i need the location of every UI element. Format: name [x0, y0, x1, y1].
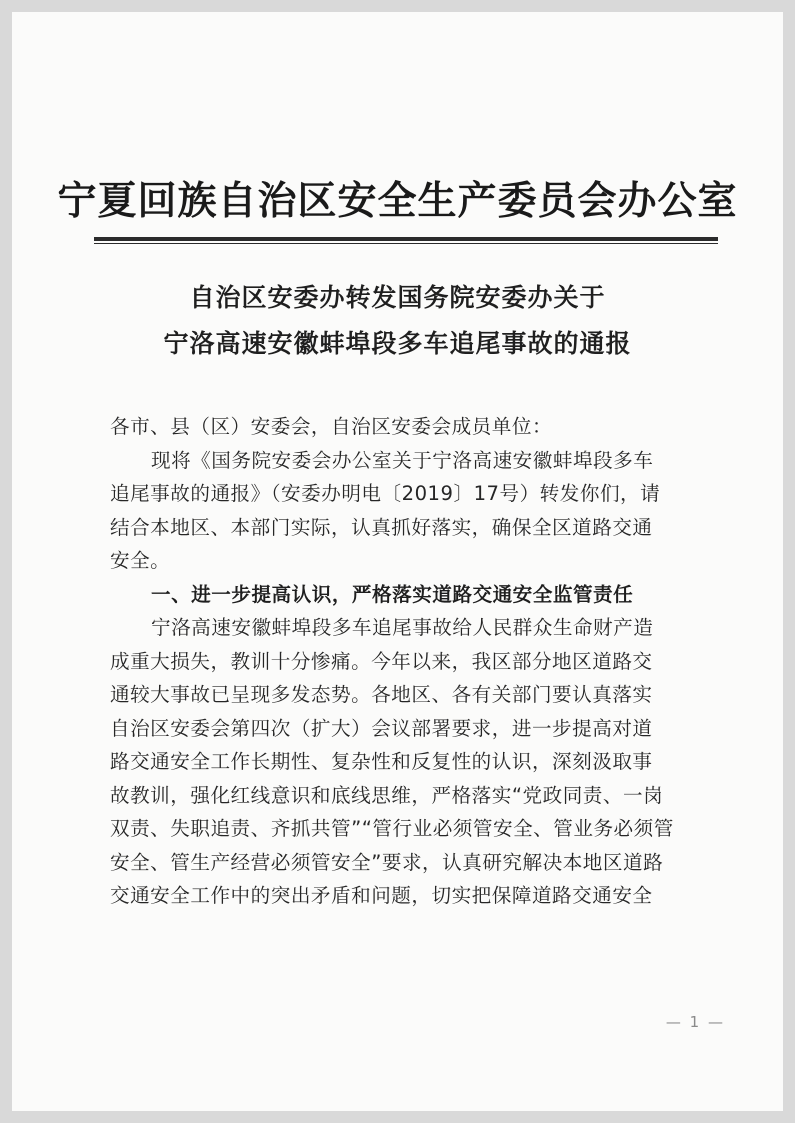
paragraph-line: 双责、失职追责、齐抓共管”“管行业必须管安全、管业务必须管 — [110, 817, 674, 840]
agency-letterhead: 宁夏回族自治区安全生产委员会办公室 — [57, 178, 738, 224]
paragraph-line: 故教训，强化红线意识和底线思维，严格落实“党政同责、一岗 — [110, 783, 664, 807]
paragraph-line: 宁洛高速安徽蚌埠段多车追尾事故给人民群众生命财产造 — [151, 616, 654, 639]
paragraph-line: 安全、管生产经营必须管安全”要求，认真研究解决本地区道路 — [110, 850, 664, 874]
paragraph-line: 自治区安委会第四次（扩大）会议部署要求，进一步提高对道 — [110, 716, 653, 740]
paragraph-line: 结合本地区、本部门实际，认真抓好落实，确保全区道路交通 — [110, 515, 653, 539]
document-title-line-2: 宁洛高速安徽蚌埠段多车追尾事故的通报 — [163, 329, 632, 358]
document-page — [12, 12, 783, 1111]
recipients-line: 各市、县（区）安委会，自治区安委会成员单位： — [110, 415, 553, 438]
paragraph-line: 追尾事故的通报》（安委办明电〔2019〕17号）转发你们，请 — [110, 482, 661, 505]
letterhead-rule-thick — [94, 237, 718, 241]
letterhead-rule-thin — [94, 243, 718, 244]
page-number: — 1 — — [665, 1013, 725, 1031]
section-heading: 一、进一步提高认识，严格落实道路交通安全监管责任 — [151, 582, 634, 606]
paragraph-line: 现将《国务院安委会办公室关于宁洛高速安徽蚌埠段多车 — [151, 448, 654, 472]
paragraph-line: 安全。 — [110, 549, 171, 572]
paragraph-line: 路交通安全工作长期性、复杂性和反复性的认识，深刻汲取事 — [110, 750, 653, 773]
paragraph-line: 交通安全工作中的突出矛盾和问题，切实把保障道路交通安全 — [110, 884, 653, 907]
paragraph-line: 成重大损失，教训十分惨痛。今年以来，我区部分地区道路交 — [110, 649, 653, 673]
paragraph-line: 通较大事故已呈现多发态势。各地区、各有关部门要认真落实 — [110, 683, 653, 706]
document-title-line-1: 自治区安委办转发国务院安委办关于 — [189, 283, 606, 312]
document-body — [110, 410, 714, 913]
